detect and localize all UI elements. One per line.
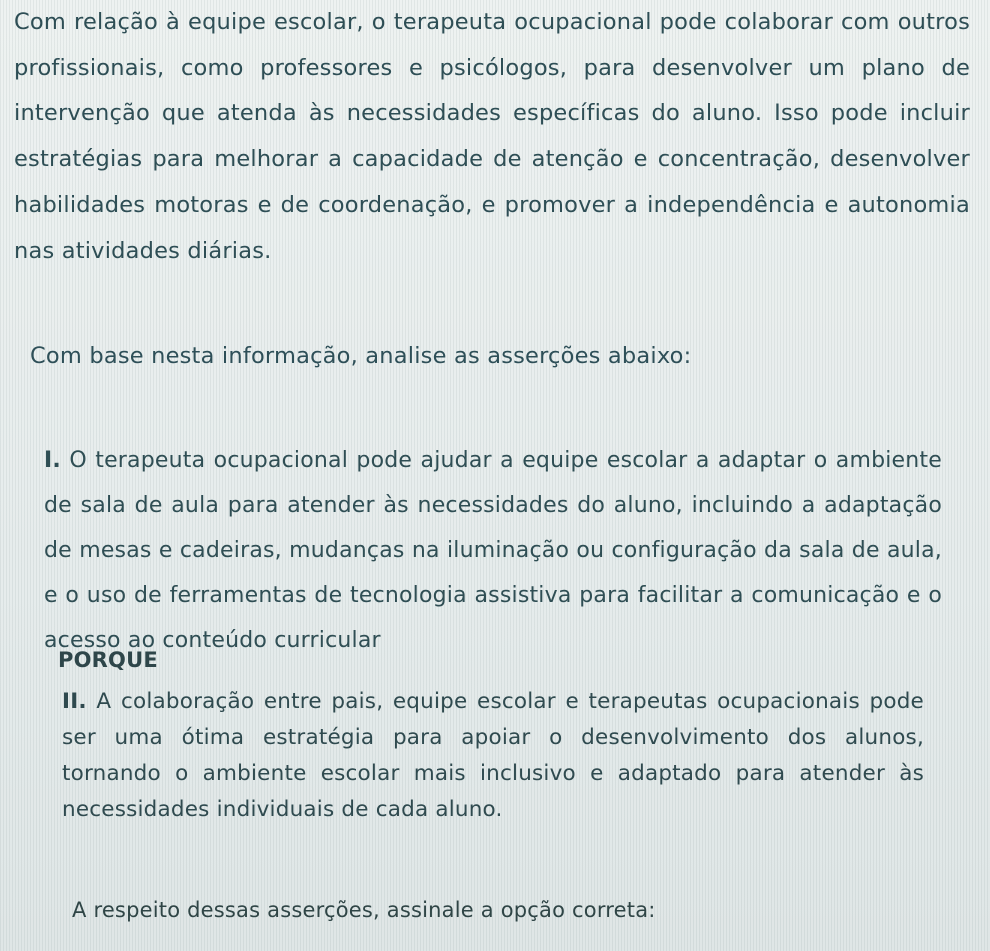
- assertion-i-text: O terapeuta ocupacional pode ajudar a equipe escolar a adaptar o ambiente de sala de aula para atender às necessidades do aluno, incluindo a adaptação de mesas e cadeiras, mudanças na iluminação ou configuração da sala de aula, e o uso de ferramentas de tecnologia assistiva para facilitar a comunicação e o acesso ao conteúdo curricular: [44, 448, 942, 653]
- assertion-ii-number: II.: [62, 689, 87, 714]
- assertion-i-number: I.: [44, 448, 61, 473]
- instruction-lead: [30, 334, 930, 380]
- intro-text: Com relação à equipe escolar, o terapeuta ocupacional pode colaborar com outros profissionais, como professores e psicólogos, para desenvolver um plano de intervenção que atenda às necessidades específicas do aluno. Isso pode incluir estratégias para melhorar a capacidade de atenção e concentração, desenvolver habilidades motoras e de coordenação, e promover a independência e autonomia nas atividades diárias.: [14, 9, 970, 264]
- porque-connector: [58, 640, 358, 680]
- connector-text: PORQUE: [58, 648, 158, 672]
- lead-text: Com base nesta informação, analise as asserções abaixo:: [30, 343, 692, 369]
- question-text: A respeito dessas asserções, assinale a opção correta:: [72, 898, 656, 922]
- assertion-ii: [62, 684, 924, 828]
- question-prompt: [72, 890, 952, 930]
- intro-paragraph: [14, 0, 970, 274]
- assertion-i: [44, 438, 942, 663]
- assertion-ii-text: A colaboração entre pais, equipe escolar e terapeutas ocupacionais pode ser uma ótima estratégia para apoiar o desenvolvimento dos alunos, tornando o ambiente escolar mais inclusivo e adaptado para atender às necessidades individuais de cada aluno.: [62, 689, 924, 822]
